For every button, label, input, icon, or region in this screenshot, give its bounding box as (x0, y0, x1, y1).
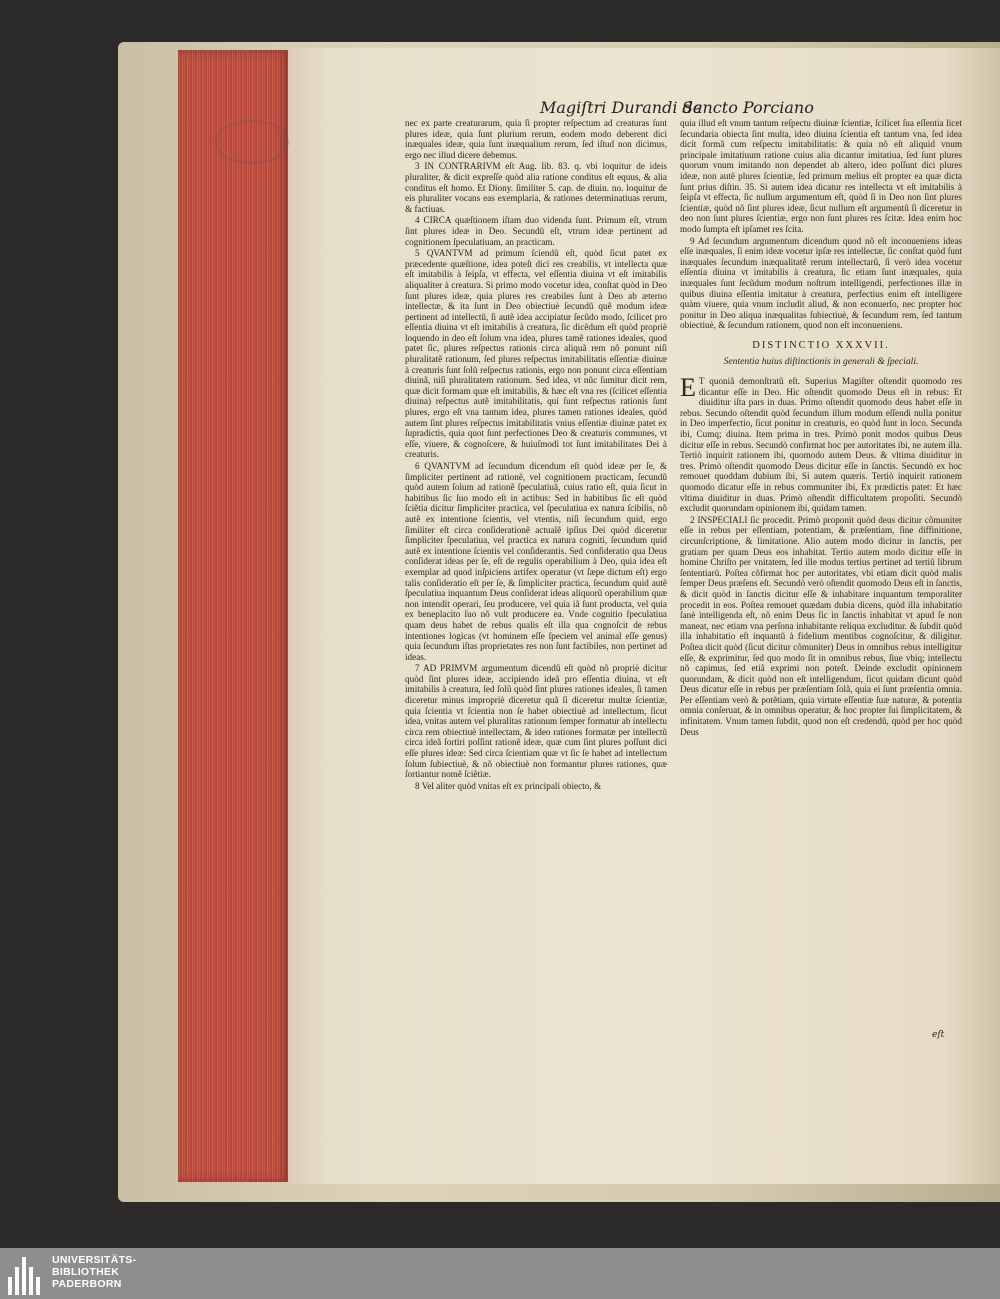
library-footer-bar (0, 1248, 1000, 1299)
library-name-line: PADERBORN (52, 1278, 122, 1290)
distinctio-subtitle: Sententia huius diſtinctionis in generali & ſpeciali. (723, 356, 919, 368)
running-head-left: Magiſtri Durandi de (540, 98, 703, 117)
library-name-line: BIBLIOTHEK (52, 1266, 120, 1278)
library-logo-icon (8, 1253, 44, 1295)
library-name (52, 1254, 136, 1290)
paragraph: 7 AD PRIMVM argumentum dicendũ eſt quòd nõ propriè dicitur quòd ſint plures ideæ, accipiendo ideã pro eſſentia diuina, vt eſt imitabilis à creatura, ſed ſolũ quòd ſint plures rationes ideales, ſi tamen diceretur minus impropriè diceretur quã ſi diceretur multæ ſcientiæ, quia ſcientia vt ſcientia non ſe habet obiectiuè ad intellectum, ſicut idea, vnitas autem vel pluralitas rationum ſemper formatur ab intellectu circa rem obiectiuè intellectam, & ideo rationes formatæ per intellectũ circa ideã ſortiri poſſint rationẽ ideæ, quæ cum ſint plures poſſunt dici eſſe plures ideæ: Sed circa ſcientiam quæ vt ſic ſe habet ad intellectum ſolum ſubiectiuè, & nõ obiectiuè non formantur plures rationes, quæ ſortiantur nomẽ ſciẽtiæ. (405, 663, 667, 780)
paragraph: 6 QVANTVM ad ſecundum dicendum eſt quòd ideæ per ſe, & ſimpliciter pertinent ad rationẽ, vel cognitionem practicam, ſecundũ quòd autem ſolum ad rationẽ ſpeculatiuã, cuius ratio eſt, quia ſicut in habitibus ſic ſuo modo eſt in actibus: Sed in habitibus ſic eſt quòd ſciẽtia dicitur ſimpliciter practica, vel ſpeculatiua ex natura ſcibilis, nõ autẽ ex intentione ſcientis, vel vtentis, niſi ſecundum quid, ergo ſimiliter eſt circa conſiderationẽ actualẽ ipſius Dei quòd diceretur ſimpliciter ſpeculatiua, vel practica ex natura cogniti, ſecundum quid autẽ ex intentione ſcientis vel conſiderantis. Sed conſideratio qua Deus conſiderat ideas per ſe, eſt de regulis operabilium à Deo, quia idea eſt exemplar ad quod inſpiciens artifex operatur (vt ſæpe dictum eſt) ergo talis conſideratio eſt per ſe, & ſimpliciter practica, ſecundum quid autẽ ſpeculatiua inquantum Deus conſiderat ideas aliquorũ operabilium quæ non intendit operari, ſeu producere, vel quia iã ſunt producta, vel quia ex beneplacito ſuo nõ vult producere ea. Vnde cognitio ſpeculatiua quam deus habet de rebus qualis eſt illa qua cognoſcit de rebus intentiones logicas (vt hominem eſſe ſpeciem vel animal eſſe genus) quia ſecundum iſtas proprietates res non ſunt factibiles, non pertinet ad ideas. (405, 461, 667, 662)
initial-letter: E (680, 373, 696, 403)
library-stamp (215, 120, 289, 164)
distinctio-title: DISTINCTIO XXXVII. (752, 339, 890, 351)
paragraph: nec ex parte creaturarum, quia ſi propter reſpectum ad creaturas ſunt plures ideæ, quia ſunt plurium rerum, eodem modo deberent dici inæquales ideæ, quia ſunt inæqualium rerum, ſed iſtud non dicimus, ergo nec illud dicere debemus. (405, 118, 667, 160)
paragraph: 9 Ad ſecundum argumentum dicendum quod nõ eſt inconueniens ideas eſſe inæquales, ſi enim ideæ vocetur ipſæ res intellectæ, ſic conſtat quòd ſunt inæquales ſecundum inæqualitatẽ rerum intellectarũ, ſi verò idea vocetur eſſentia diuina vt imitabilis à creatura, ſic etiam ſunt inæquales, quia inæquales ſunt ſecũdum modum noſtrum intelligendi, perfectiones illæ in quibus diuina eſſentia imitatur à creatura, perfectius enim eſt intelligere quàm viuere, quia vnum includit aliud, & non econuerſo, nec propter hoc ponitur in Deo aliqua inæqualitas ſubiectiuè, & ſecundum rem, ſed tantum obiectiuè, & ſecundum rationem, quod non eſt inconueniens. (680, 235, 962, 331)
paragraph: 8 Vel aliter quòd vnitas eſt ex principali obiecto, & (415, 780, 602, 791)
red-page-edges (178, 50, 290, 1182)
left-text-column (405, 118, 667, 1048)
library-name-line: UNIVERSITÄTS- (52, 1254, 137, 1266)
paragraph: 5 QVANTVM ad primum ſciendũ eſt, quòd ſicut patet ex præcedente quæſtione, idea poteſt dici res creabilis, vt intellecta quæ eſt imitabilis à ſeipſa, vt effecta, vel eſſentia diuina vt eſt imitabilis aliqualiter à creatura. Si primo modo vocetur idea, conſtat quòd in Deo ſunt plures ideæ, quia plures res creabiles ſunt à Deo ab æterno intellectæ, & ita ſunt in Deo obiectiuè ſecundũ quẽ modum ideæ pertinent ad intellectũ, ſi autẽ idea accipiatur ſecũdo modo, ſcilicet pro eſſentia diuina vt eſt imitabilis à creatura, ſic dicẽdum eſt quòd propriè loquendo in deo eſt ſolum vna idea, plures tamẽ rationes ideales, quod patet ſic, plures reſpectus rationis circa aliquã rem nõ ponunt niſi pluralitatẽ rationum, ſed plures reſpectus imitabilitatis eſſentiæ diuinæ à creaturis ſunt ſolũ reſpectus rationis, ergo non ponunt circa eſſentiam diuinã, niſi pluralitatem rationum. Sed idea, vt nũc ſumitur dicit rem, quæ dicit formam quæ eſt imitabilis, & hæc eſt vna res (ſcilicet eſſentia diuina) reſpectus autẽ imitabilitatis, qui ſunt reſpectus rationis ſunt plures, ergo eſt vna tantum idea, plures tamen rationes ideales, quòd autem ſint plures reſpectus imitabilitatis vnius eſſentiæ diuinæ patet ex ſupradictis, quia quot ſunt perfectiones Deo & creaturis communes, vt eſſe, viuere, & cognoſcere, & huiuſmodi tot ſunt imitabilitates Dei à creaturis. (405, 248, 667, 460)
paragraph-text: T quoniã demonſtratũ eſt. Superius Magiſter oſtendit quomodo res dicantur eſſe in Deo. Hic oſtendit quomodo Deus eſt in rebus: Et diuiditur iſta pars in duas. Primo oſtendit quomodo deus habet eſſe in rebus. Secundo oſtendit quòd ſecundum illum modum eſſendi nulla ponitur in Deo imperfectio, ſicut ponitur in creaturis, eo quòd ſunt in loco. Secunda ibi, Cumq; diuina. Item prima in tres. Primò ponit modos quibus Deus dicitur eſſe in rebus. Secundò confirmat hoc per autoritates ibi, ne autem illa. Tertiò inquirit rationem ibi, quomodo autem Deus. & vltima diuiditur in tres. Primò oſtendit quomodo Deus dicitur eſſe in ſanctis. Secundò ex hoc remouet quoddam dubium ibi, Si autem quæris. Tertiò inquirit rationem quomodo dicatur eſſe in rebus communiter ibi, Ex prædictis patet: Et hæc vltima diuiditur in duas. Primò oſtendit difficultatem propoſiti. Secundò excludit quorundam opinionem ibi, quidam tamen. (680, 376, 962, 514)
paragraph-with-initial (680, 373, 962, 514)
running-head-right: Sancto Porciano (682, 98, 814, 117)
right-text-column (680, 118, 962, 1048)
paragraph: 3 IN CONTRARIVM eſt Aug. lib. 83. q. vbi loquitur de ideis pluraliter, & dicit expreſſe quòd alia ratione conditus eſt equus, & alia conditus eſt homo. Et Diony. ſimiliter 5. cap. de diuin. no. loquitur de eis pluraliter vocans eas exemplaria, & rationes determinatiuas rerum, & factiuas. (405, 161, 667, 214)
catchword: eſt (932, 1030, 945, 1040)
paragraph: 2 INSPECIALI ſic procedit. Primò proponit quòd deus dicitur cõmuniter eſſe in rebus per eſſentiam, potentiam, & præſentiam, ſine diffinitione, circunſcriptione, & limitatione. Alio autem modo dicitur in ſanctis, per gratiam per quam Deus eos inhabitat. Tertio autem modo dicitur eſſe in homine Chriſto per vnitatem, ſed ille modus tertius pertinet ad tertiũ librum ſententiarũ. Poſtea cõfirmat hoc per autoritates, vbi etiam dicit quòd malis ſemper Deus præſens eſt. Secundò verò oſtendit quomodo Deus eſt in ſanctis, & dicit quòd in ſanctis dicitur eſſe & inhabitare inquantum temporaliter procedit in eos. Poſtea remouet quædam dubia dicens, quòd illa inhabitatio ſanè intelligenda eſt, nõ enim Deus ſic in ſanctis inhabitat vt apud ſe non maneat, nec etiam vna perſona inhabitante reliqua excluditur. & ſubdit quòd illa inhabitatio eſt inquantũ à fidelium mentibus cognoſcitur, & diligitur. Poſtea dicit quòd (ſicut dicitur cõmuniter) Deus in omnibus rebus intelligitur eſſe, & exprimitur, ſed quo modo ſit in omnibus rebus, ſiue vbiq; intellectu nõ capimus, ſed etiã exprimi non poteſt. Deinde excludit opinionem quorundam, & dicit quòd non eſt intelligendum, ſicut quidam dicunt quòd Deus dicatur eſſe in rebus per præſentiam ſolã, quia ei ſunt præſentia omnia. Per eſſentiam verò & potẽtiam, quia virtute eſſentiæ ſuæ naturæ, & potentia omnia conſeruat, & in omnibus operatur, & hoc propter ſui ſimplicitatem, & infinitatem. Vnum tamen ſubdit, quod non eſt credendũ, quòd per hoc quòd Deus (680, 514, 962, 737)
paragraph: 4 CIRCA quæſtionem iſtam duo videnda ſunt. Primum eſt, vtrum ſint plures ideæ in Deo. Secundũ eſt, vtrum ideæ pertinent ad cognitionem ſpeculatiuam, an practicam. (405, 215, 667, 247)
paragraph: quia illud eſt vnum tantum reſpectu diuinæ ſcientiæ, ſcilicet ſua eſſentia licet ſecundaria obiecta ſint multa, ideo diuina ſcientia eſt tantum vna, ſed idea dicit formã cum reſpectu imitabilitatis: & quia nõ eſt aliquid vnum principale imitatiuum ratione cuius alia dicantur imitatiua, ſed ſunt plures quorum vnum imitando non dependet ab altero, ideo poſſunt dici plures ideæ, non autẽ plures ſcientiæ, ſed primum melius eſt propter ea quæ dicta ſunt prius diſtin. 35. Si autem idea dicatur res intellecta vt eſt imitabilis à ſeipſa vt effecta, ſic nullum argumentum eſt, quòd ſi in Deo non ſint plures ſcientiæ, quòd nõ ſint plures ideæ, ſicut nullum eſt argumentũ ſi diceretur in deo non ſunt plures ſcientiæ, ergo non ſunt plures res ſcitæ. Idea enim hoc modo ſumpta eſt ipſamet res ſcita. (680, 118, 962, 234)
